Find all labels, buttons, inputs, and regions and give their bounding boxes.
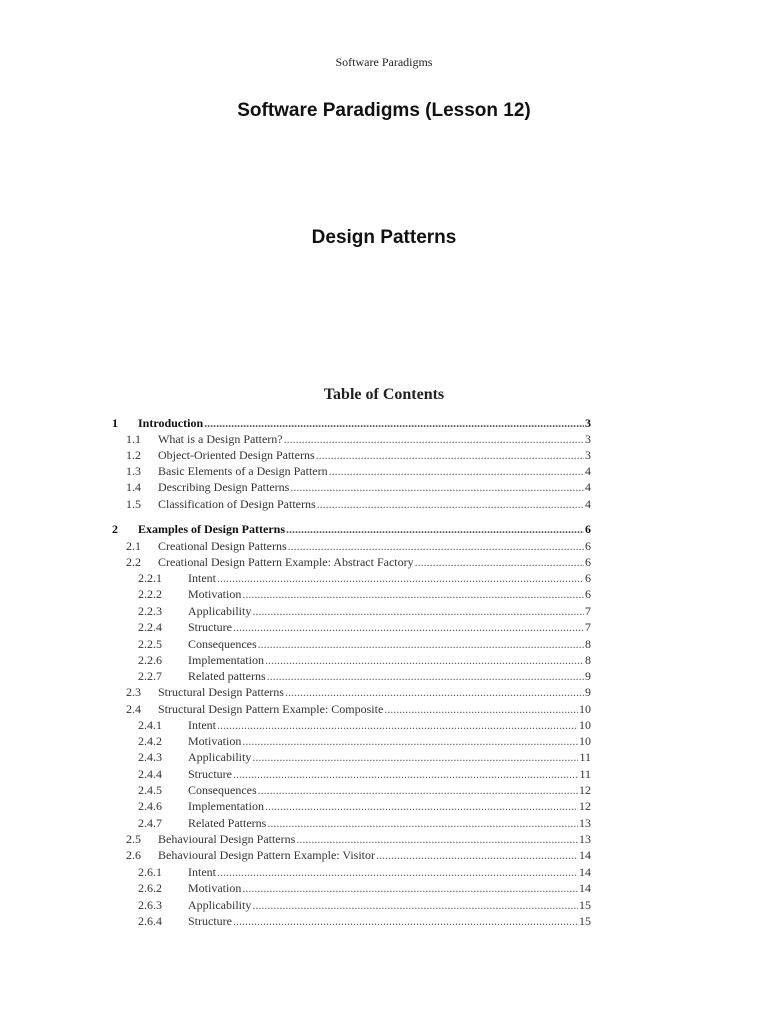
toc-entry-number: 2.3 [126,685,141,699]
toc-entry-title: Structure [188,620,232,634]
toc-entry-page: 3 [585,432,591,446]
toc-entry-title: Creational Design Pattern Example: Abstract Factory [158,555,414,569]
toc-entry[interactable] [138,733,591,749]
toc-dot-leader [258,782,578,798]
toc-entry-number: 1.3 [126,464,141,478]
toc-dot-leader [415,554,584,570]
toc-entry-page: 11 [579,750,591,764]
toc-entry-title: Applicability [188,750,252,764]
toc-entry[interactable] [126,847,591,863]
toc-entry-title: Applicability [188,604,252,618]
toc-entry-number: 2.2.6 [138,653,162,667]
toc-entry-number: 2.4.2 [138,734,162,748]
toc-entry-title: Basic Elements of a Design Pattern [158,464,328,478]
toc-dot-leader [376,847,578,863]
toc-entry-title: Behavioural Design Patterns [158,832,296,846]
toc-dot-leader [285,684,584,700]
toc-entry[interactable] [138,798,591,814]
toc-entry-number: 2.2 [126,555,141,569]
toc-dot-leader [242,586,584,602]
toc-entry-page: 8 [585,653,591,667]
toc-entry[interactable] [138,766,591,782]
toc-entry-title: Consequences [188,637,257,651]
toc-entry-page: 4 [585,480,591,494]
toc-entry-number: 2.1 [126,539,141,553]
toc-entry-number: 2.4.3 [138,750,162,764]
toc-entry-page: 11 [579,767,591,781]
toc-dot-leader [284,431,584,447]
toc-entry-number: 2.4.7 [138,816,162,830]
toc-dot-leader [329,463,584,479]
toc-entry[interactable] [138,749,591,765]
toc-entry-title: Object-Oriented Design Patterns [158,448,315,462]
toc-entry-title: Consequences [188,783,257,797]
toc-entry-page: 10 [579,702,591,716]
toc-entry[interactable] [138,913,591,929]
document-title: Software Paradigms (Lesson 12) [237,100,531,121]
toc-dot-leader [217,570,584,586]
toc-entry-page: 9 [585,669,591,683]
toc-entry-number: 2 [112,522,118,536]
toc-entry-title: Implementation [188,799,264,813]
toc-entry-title: Motivation [188,881,242,895]
toc-entry[interactable] [138,636,591,652]
toc-entry-page: 13 [579,816,591,830]
toc-entry[interactable] [126,447,591,463]
toc-entry-number: 2.6.4 [138,914,162,928]
toc-entry-page: 12 [579,799,591,813]
toc-entry-page: 6 [585,522,591,536]
toc-dot-leader [265,798,578,814]
toc-entry[interactable] [138,880,591,896]
toc-entry-number: 2.2.4 [138,620,162,634]
toc-entry-page: 12 [579,783,591,797]
toc-entry-number: 2.6.2 [138,881,162,895]
toc-dot-leader [252,749,578,765]
toc-dot-leader [286,521,584,537]
toc-entry-page: 4 [585,497,591,511]
toc-entry[interactable] [138,717,591,733]
toc-dot-leader [265,652,584,668]
running-header: Software Paradigms [335,55,433,69]
toc-heading: Table of Contents [323,386,445,403]
toc-entry-number: 1.5 [126,497,141,511]
toc-entry[interactable] [138,864,591,880]
toc-entry-title: Intent [188,571,216,585]
toc-entry-page: 3 [585,416,591,430]
toc-entry-number: 2.4.1 [138,718,162,732]
toc-dot-leader [267,668,584,684]
toc-entry-title: Related patterns [188,669,266,683]
toc-dot-leader [204,415,584,431]
toc-entry-page: 7 [585,620,591,634]
toc-entry-page: 15 [579,914,591,928]
toc-entry-number: 1 [112,416,118,430]
toc-entry-page: 3 [585,448,591,462]
toc-entry-number: 2.6 [126,848,141,862]
toc-entry-page: 8 [585,637,591,651]
toc-entry-title: Behavioural Design Pattern Example: Visitor [158,848,376,862]
toc-entry[interactable] [138,668,591,684]
toc-dot-leader [242,880,578,896]
toc-entry-title: Creational Design Patterns [158,539,287,553]
document-subtitle: Design Patterns [311,227,457,248]
toc-entry-number: 2.4.4 [138,767,162,781]
toc-entry-title: Intent [188,718,216,732]
toc-dot-leader [288,538,584,554]
toc-entry-page: 6 [585,587,591,601]
toc-entry-number: 2.4.5 [138,783,162,797]
toc-entry-page: 13 [579,832,591,846]
toc-entry-title: Intent [188,865,216,879]
toc-entry-number: 1.4 [126,480,141,494]
toc-dot-leader [252,897,578,913]
toc-entry-title: Related Patterns [188,816,267,830]
toc-dot-leader [217,864,578,880]
toc-entry-title: Examples of Design Patterns [138,522,285,536]
toc-entry-title: Structural Design Patterns [158,685,284,699]
toc-entry-page: 7 [585,604,591,618]
toc-entry[interactable] [138,897,591,913]
toc-entry[interactable] [126,701,591,717]
toc-entry[interactable] [126,479,591,495]
toc-entry-title: Motivation [188,587,242,601]
toc-entry[interactable] [138,815,591,831]
toc-dot-leader [384,701,578,717]
toc-dot-leader [258,636,584,652]
toc-entry-title: Structure [188,914,232,928]
toc-entry[interactable] [126,463,591,479]
toc-entry[interactable] [126,538,591,554]
toc-entry-page: 10 [579,718,591,732]
toc-entry-title: Classification of Design Patterns [158,497,316,511]
toc-entry[interactable] [112,415,591,431]
toc-entry[interactable] [126,831,591,847]
toc-entry[interactable] [138,570,591,586]
toc-entry-number: 2.2.7 [138,669,162,683]
toc-entry-page: 10 [579,734,591,748]
toc-entry-number: 2.6.1 [138,865,162,879]
toc-dot-leader [316,447,584,463]
toc-entry-page: 6 [585,539,591,553]
toc-entry-title: Implementation [188,653,264,667]
toc-dot-leader [217,717,578,733]
toc-entry-number: 2.6.3 [138,898,162,912]
toc-dot-leader [267,815,578,831]
toc-entry-page: 14 [579,881,591,895]
toc-dot-leader [296,831,578,847]
toc-dot-leader [233,619,584,635]
toc-dot-leader [290,479,584,495]
toc-dot-leader [233,766,578,782]
toc-entry[interactable] [138,603,591,619]
toc-dot-leader [252,603,584,619]
toc-entry-number: 2.5 [126,832,141,846]
toc-entry-page: 9 [585,685,591,699]
toc-entry[interactable] [126,431,591,447]
toc-entry-title: Describing Design Patterns [158,480,290,494]
toc-entry[interactable] [126,684,591,700]
toc-dot-leader [242,733,578,749]
toc-entry-page: 6 [585,555,591,569]
toc-entry[interactable] [112,521,591,537]
toc-entry-title: What is a Design Pattern? [158,432,283,446]
toc-entry-number: 2.2.1 [138,571,162,585]
toc-entry-number: 2.2.2 [138,587,162,601]
toc-entry[interactable] [126,554,591,570]
toc-entry-page: 6 [585,571,591,585]
toc-entry-number: 1.2 [126,448,141,462]
toc-entry-page: 15 [579,898,591,912]
toc-entry-number: 1.1 [126,432,141,446]
toc-entry[interactable] [126,496,591,512]
toc-entry-number: 2.2.5 [138,637,162,651]
toc-entry-title: Structural Design Pattern Example: Composite [158,702,384,716]
toc-entry[interactable] [138,652,591,668]
toc-dot-leader [233,913,578,929]
toc-entry-number: 2.2.3 [138,604,162,618]
toc-entry-page: 14 [579,865,591,879]
toc-entry[interactable] [138,619,591,635]
toc-entry-title: Motivation [188,734,242,748]
toc-entry-number: 2.4.6 [138,799,162,813]
toc-entry-number: 2.4 [126,702,141,716]
toc-entry[interactable] [138,782,591,798]
toc-entry[interactable] [138,586,591,602]
toc-entry-title: Applicability [188,898,252,912]
toc-entry-page: 14 [579,848,591,862]
toc-entry-title: Structure [188,767,232,781]
toc-dot-leader [317,496,584,512]
toc-entry-title: Introduction [138,416,204,430]
toc-entry-page: 4 [585,464,591,478]
